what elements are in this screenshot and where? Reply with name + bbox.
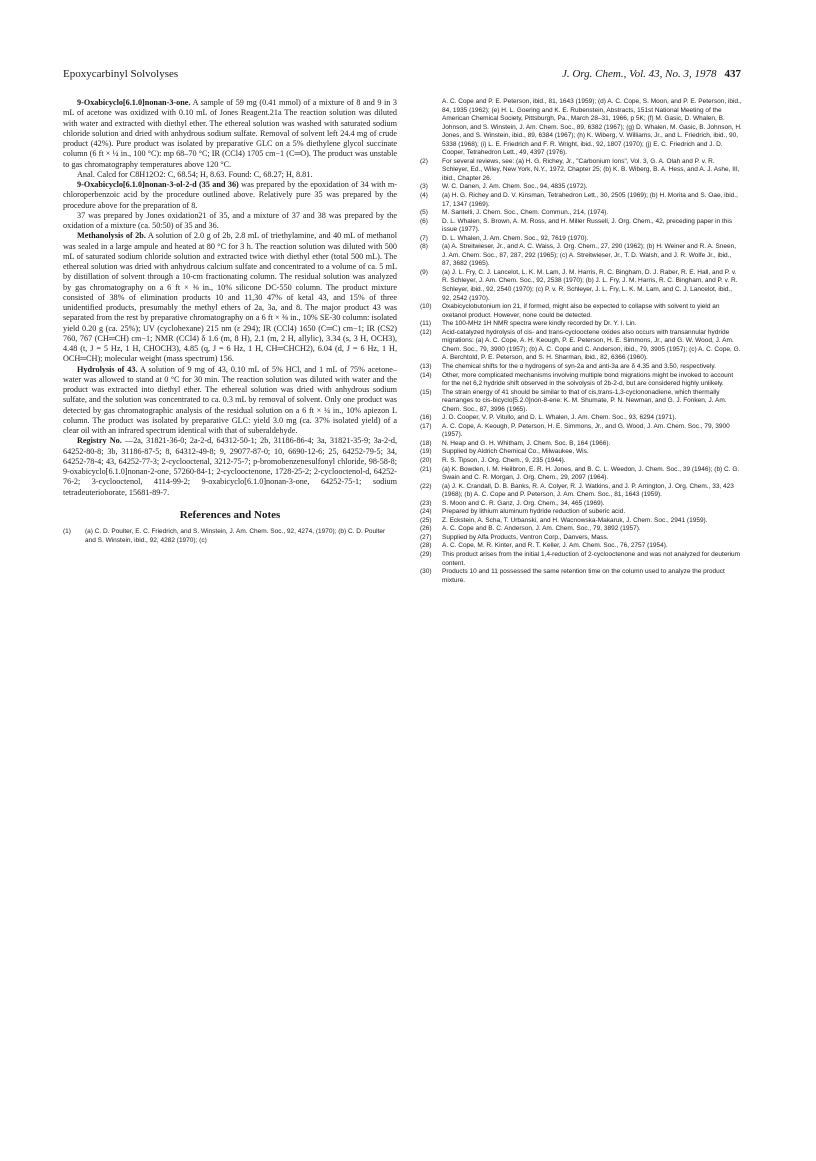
reference-text: D. L. Whalen, J. Am. Chem. Soc., 92, 7619 (1970). <box>442 234 589 242</box>
experimental-paragraph <box>63 211 397 232</box>
reference-number: (23) <box>420 499 432 507</box>
reference-number: (14) <box>420 371 432 379</box>
reference-item <box>420 525 742 534</box>
reference-number: (3) <box>420 183 428 191</box>
reference-text: Prepared by lithium aluminum hydride reduction of suberic acid. <box>442 508 626 516</box>
reference-item <box>420 363 742 372</box>
reference-text: The strain energy of 41 should be similar to that of cis,trans-1,3-cyclononadiene, which thermally rearranges to cis-bicyclo[5.2.0]non-8-ene: K. M. Shumate, P. N. Newman, and G. J. Fonken, J. Am. Chem. Soc., 87, 3996 (1965). <box>442 388 727 413</box>
reference-item <box>420 158 742 184</box>
reference-text: S. Moon and C. R. Ganz, J. Org. Chem., 34, 465 (1969). <box>442 499 605 507</box>
references-heading: References and Notes <box>179 508 281 521</box>
journal-name: J. Org. Chem., Vol. 43, No. 3, 1978 <box>561 68 717 80</box>
reference-number: (15) <box>420 388 432 396</box>
paragraph-text: 37 was prepared by Jones oxidation21 of 35, and a mixture of 37 and 38 was prepared by the oxidation of a mixture (ca. 50:50) of 35 and 36. <box>63 210 397 230</box>
reference-item <box>420 235 742 244</box>
reference-item <box>420 483 742 500</box>
running-title: Epoxycarbinyl Solvolyses <box>63 68 179 80</box>
reference-text: Z. Eckstein, A. Scha, T. Urbanski, and H. Wacnowska-Makaruk, J. Chem. Soc., 2941 (1959). <box>442 516 708 524</box>
reference-number: (24) <box>420 508 432 516</box>
reference-text: Products 10 and 11 possessed the same retention time on the column used to analyze the product mixture. <box>442 568 725 584</box>
reference-number: (2) <box>420 157 428 165</box>
reference-item <box>420 372 742 389</box>
reference-item <box>420 303 742 320</box>
experimental-paragraph <box>63 231 397 364</box>
reference-text: (a) H. G. Richey and D. V. Kinsman, Tetrahedron Lett., 30, 2505 (1969); (b) H. Morita and S. Oae, ibid., 17, 1347 (1969). <box>442 192 738 208</box>
reference-item <box>420 414 742 423</box>
reference-number: (26) <box>420 525 432 533</box>
journal-citation <box>562 68 741 80</box>
reference-number: (4) <box>420 192 428 200</box>
reference-number: (25) <box>420 516 432 524</box>
reference-number: (12) <box>420 328 432 336</box>
reference-item <box>420 508 742 517</box>
reference-item <box>420 269 742 303</box>
reference-item <box>420 440 742 449</box>
paragraph-text: was prepared by the epoxidation of 34 with m-chloroperbenzoic acid by the procedure outlined above. Relatively pure 35 was prepared by the procedure above for the preparation of 8. <box>63 180 398 210</box>
reference-number: (27) <box>420 533 432 541</box>
reference-number: (8) <box>420 243 428 251</box>
reference-item <box>420 542 742 551</box>
reference-text: This product arises from the initial 1,4-reduction of 2-cyclooctenone and was not analyzed for deuterium content. <box>442 550 741 567</box>
running-header <box>63 68 741 82</box>
reference-text: (a) A. Streitwieser, Jr., and A. C. Waiss, J. Org. Chem., 27, 290 (1962); (b) H. Weiner and R. A. Sneen, J. Am. Chem. Soc., 87, 287, 292 (1965); (c) A. Streitwieser, Jr., T. D. Walsh, and J. R. Wolfe Jr., ibid., 87, 3682 (1965). <box>442 243 737 268</box>
paragraph-heading: Methanolysis of 2b. <box>77 231 146 241</box>
reference-item <box>420 183 742 192</box>
reference-item <box>420 534 742 543</box>
reference-text: W. C. Danen, J. Am. Chem. Soc., 94, 4835 (1972). <box>442 183 588 191</box>
paragraph-heading: 9-Oxabicyclo[6.1.0]nonan-3-one. <box>77 98 191 107</box>
experimental-paragraph <box>63 436 397 498</box>
reference-text: The chemical shifts for the α hydrogens of syn-2a and anti-3a are δ 4.35 and 3.50, respectively. <box>442 362 716 370</box>
reference-text: (a) C. D. Poulter, E. C. Friedrich, and S. Winstein, J. Am. Chem. Soc., 92, 4274, (1970); (b) C. D. Poulter and S. Winstein, ibid., 92, 4282 (1970); (c) <box>85 528 386 544</box>
reference-text: Oxabicyclobutonium ion 21, if formed, might also be expected to collapse with solvent to yield an oxetanol product. However, none could be detected. <box>442 303 720 319</box>
reference-number: (19) <box>420 448 432 456</box>
reference-text: D. L. Whalen, S. Brown, A. M. Ross, and H. Miller Russell, J. Org. Chem., 42, preceding paper in this issue (1977). <box>442 217 733 234</box>
reference-text: (a) K. Bowden, I. M. Heilbron, E. R. H. Jones, and B. C. L. Weedon, J. Chem. Soc., 39 (1946); (b) C. G. Swain and C. R. Morgan, J. Org. Chem., 29, 2097 (1964). <box>442 465 740 482</box>
reference-item <box>420 320 742 329</box>
paragraph-text: Anal. Calcd for C8H12O2: C, 68.54; H, 8.63. Found: C, 68.27; H, 8.81. <box>77 169 313 179</box>
reference-number: (1) <box>63 528 71 535</box>
reference-text: Other, more complicated mechanisms involving multiple bond migrations might be invoked to account for the net 6,2 hydride shift observed in the solvolysis of 2b-2-d, but are considered highly unlikely. <box>442 371 734 388</box>
reference-text: A. C. Cope, A. Keough, P. Peterson, H. E. Simmons, Jr., and G. Wood, J. Am. Chem. Soc., 79, 3900 (1957). <box>442 422 730 439</box>
reference-item <box>420 243 742 269</box>
paragraph-text: A solution of 9 mg of 43, 0.10 mL of 5% HCl, and 1 mL of 75% acetone–water was allowed to stand at 0 °C for 30 min. The reaction solution was diluted with water and the product was extracted into diethyl ether. The ethereal solution was dried with anhydrous sodium sulfate, and the solution was concentrated to ca. 0.3 mL by removal of solvent. Only one product was detected by gas chromatographic analysis of the residual solution on a 6 ft × ¼ in., 10% apiezon L column. The product was isolated by preparative GLC: yield 3.0 mg (ca. 37% isolated yield) of a clear oil with an infrared spectrum identical with that of suberaldehyde. <box>63 364 397 435</box>
reference-item <box>420 389 742 415</box>
experimental-paragraph <box>63 170 397 180</box>
reference-number: (13) <box>420 362 432 370</box>
reference-number: (29) <box>420 550 432 558</box>
reference-item <box>420 517 742 526</box>
reference-item <box>63 528 397 545</box>
reference-number: (21) <box>420 465 432 473</box>
reference-text: R. S. Tipson, J. Org. Chem., 9, 235 (1944). <box>442 456 566 464</box>
reference-text: Acid-catalyzed hydrolysis of cis- and trans-cyclooctene oxides also occurs with transannular hydride migrations: (a) A. C. Cope, A. H. Keough, P. E. Peterson, H. E. Simmons, Jr., and G. W. Wood, J. Am. Chem. Soc., 79, 3900 (1957); (b) A. C. Cope and C. Anderson, ibid., 79, 3905 (1957); (c) A. C. Cope, G. A. Berchtold, P. E. Peterson, and S. H. Sharman, ibid., 82, 6366 (1960). <box>442 328 741 362</box>
reference-item <box>420 457 742 466</box>
reference-item <box>420 209 742 218</box>
reference-item <box>420 466 742 483</box>
paragraph-text: —2a, 31821-36-0; 2a-2-d, 64312-50-1; 2b, 31186-86-4; 3a, 31821-35-9; 3a-2-d, 64252-80-8; 3b, 31186-87-5; 8, 64312-49-8; 9, 29077-87-0; 10, 6690-12-6; 25, 64252-79-5; 34, 64252-78-4; 43, 64252-77-3; 2-cyclooctenal, 3212-75-7; p-bromobenzenesulfonyl chloride, 98-58-8; 9-oxabicyclo[6.1.0]nonan-2-one, 57260-84-1; 2-cyclooctenone, 1728-25-2; 2-cyclooctenol-d, 64252-76-2; 3-cyclooctenol, 4114-99-2; 9-oxabicyclo[6.1.0]nonan-3-one, 64252-75-1; sodium tetradeuterioborate, 15681-89-7. <box>63 436 397 497</box>
paragraph-heading: Registry No. <box>77 436 122 446</box>
reference-number: (22) <box>420 482 432 490</box>
paragraph-text: A sample of 59 mg (0.41 mmol) of a mixture of 8 and 9 in 3 mL of acetone was oxidized with 0.10 mL of Jones Reagent.21a The reaction solution was diluted with water and extracted with diethyl ether. The ethereal solution was washed with saturated sodium chloride solution and dried with anhydrous sodium sulfate. Removal of solvent left 24.4 mg of crude product (42%). Pure product was isolated by preparative GLC on a 5% diethylene glycol succinate column (6 ft × ¼ in., 100 °C): mp 68–70 °C; IR (CCl4) 1705 cm−1 (C═O). The product was unstable to gas chromatography temperatures above 120 °C. <box>63 98 397 169</box>
reference-number: (10) <box>420 303 432 311</box>
reference-text: A. C. Cope, M. R. Kinter, and R. T. Keller, J. Am. Chem. Soc., 76, 2757 (1954). <box>442 542 668 550</box>
experimental-paragraph <box>63 180 397 211</box>
reference-number: (7) <box>420 234 428 242</box>
reference-item <box>420 98 742 158</box>
reference-item <box>420 568 742 585</box>
references-list-left <box>63 528 397 545</box>
reference-item <box>420 192 742 209</box>
reference-text: M. Santelli, J. Chem. Soc., Chem. Commun., 214, (1974). <box>442 209 609 217</box>
reference-text: Supplied by Alfa Products, Ventron Corp., Danvers, Mass. <box>442 533 609 541</box>
reference-item <box>420 218 742 235</box>
reference-item <box>420 329 742 363</box>
reference-text: A. C. Cope and P. E. Peterson, ibid., 81, 1643 (1959); (d) A. C. Cope, S. Moon, and P. E. Peterson, ibid., 84, 1935 (1962); (e) H. L. Goering and K. E. Rubenstein, Abstracts, 151st National Meeting of the American Chemical Society, Pittsburgh, Pa., March 28–31, 1966, p 5K; (f) M. Gasic, D. Whalen, B. Johnson, and S. Winstein, J. Am. Chem. Soc., 89, 6382 (1967); (g) D. Whalen, M. Gasic, B. Johnson, H. Jones, and S. Winstein, ibid., 89, 6384 (1967); (h) K. Wiberg, V. Williams, Jr., and L. Friedrich, ibid., 90, 5338 (1968); (i) L. E. Friedrich and F. R. Wright, ibid., 92, 1807 (1970); (j) E. C. Friedrich and J. D. Cooper, Tetrahedron Lett., 49, 4397 (1976). <box>442 98 742 157</box>
reference-text: (a) J. L. Fry, C. J. Lancelot, L. K. M. Lam, J. M. Harris, R. C. Bingham, D. J. Raber, R. E. Hall, and P. v. R. Schleyer, J. Am. Chem. Soc., 92, 2538 (1970); (b) J. L. Fry, J. M. Harris, R. C. Bingham, and P. v. R. Schleyer, ibid., 92, 2540 (1970); (c) P. v. R. Schleyer, J. L. Fry, L. K. M. Lam, and C. J. Lancelot, ibid., 92, 2542 (1970). <box>442 268 738 302</box>
references-list-right <box>420 98 742 585</box>
paragraph-text: A solution of 2.0 g of 2b, 2.8 mL of triethylamine, and 40 mL of methanol was sealed in a large ampule and heated at 80 °C for 3 h. The reaction solution was diluted with 500 mL of saturated sodium chloride solution and extracted twice with diethyl ether (total 500 mL). The ethereal solution was dried with anhydrous calcium sulfate and concentrated to a volume of ca. 5 mL by distillation of solvent through a 10-cm fractionating column. The residual solution was analyzed by gas chromatography on a 6 ft × ⅜ in., 10% silicone DC-550 column. The product mixture consisted of 38% of elimination products 10 and 11,30 47% of ketal 43, and 15% of three unidentified products, presumably the methyl ethers of 2a, 3a, and 8. The major product 43 was separated from the rest by preparative chromatography on a 6 ft × ⅜ in., 10% SE-30 column: isolated yield 0.20 g (ca. 25%); UV (cyclohexane) 215 nm (ε 294); IR (CCl4) 1650 (C═C) cm−1; IR (CS2) 760, 767 (CH═CH) cm−1; NMR (CCl4) δ 1.6 (m, 8 H), 2.1 (m, 2 H, allylic), 3.34 (s, 3 H, OCH3), 4.48 (t, J = 5 Hz, 1 H, CHOCH3), 4.85 (q, J = 6 Hz, 1 H, CH═CHCH2), 6.04 (d, J = 6 Hz, 1 H, OCH═CH); molecular weight (mass spectrum) 156. <box>63 231 397 364</box>
reference-text: For several reviews, see: (a) H. G. Richey, Jr., "Carbonium Ions", Vol. 3, G. A. Olah and P. v. R. Schleyer, Ed., Wiley, New York, N.Y., 1972, Chapter 25; (b) K. B. Wiberg, B. A. Hess, and A. J. Ashe, III, ibid., Chapter 26. <box>442 157 740 182</box>
reference-item <box>420 500 742 509</box>
reference-number: (11) <box>420 320 432 328</box>
left-column <box>63 98 397 545</box>
reference-number: (18) <box>420 439 432 447</box>
reference-text: J. D. Cooper, V. P. Vitullo, and D. L. Whalen, J. Am. Chem. Soc., 93, 6294 (1971). <box>442 414 677 422</box>
reference-text: Supplied by Aldrich Chemical Co., Milwaukee, Wis. <box>442 448 589 456</box>
reference-number: (17) <box>420 422 432 430</box>
reference-number: (20) <box>420 456 432 464</box>
reference-text: N. Heap and G. H. Whitham, J. Chem. Soc. B, 164 (1966). <box>442 439 611 447</box>
reference-item <box>420 551 742 568</box>
reference-text: The 100-MHz 1H NMR spectra were kindly recorded by Dr. Y. I. Lin. <box>442 320 637 328</box>
experimental-section <box>63 98 397 498</box>
reference-text: (a) J. K. Crandall, D. B. Banks, R. A. Colyer, R. J. Watkins, and J. P. Arrington, J. Org. Chem., 33, 423 (1968); (b) A. C. Cope and P. Peterson, J. Am. Chem. Soc., 81, 1643 (1959). <box>442 482 734 499</box>
reference-number: (28) <box>420 542 432 550</box>
reference-number: (6) <box>420 217 428 225</box>
reference-number: (9) <box>420 268 428 276</box>
experimental-paragraph <box>63 365 397 437</box>
page-number: 437 <box>724 68 741 80</box>
reference-item <box>420 423 742 440</box>
reference-number: (5) <box>420 209 428 217</box>
reference-item <box>420 448 742 457</box>
paragraph-heading: 9-Oxabicyclo[6.1.0]nonan-3-ol-2-d (35 and 36) <box>77 180 239 189</box>
experimental-paragraph <box>63 98 397 170</box>
reference-number: (16) <box>420 414 432 422</box>
paragraph-heading: Hydrolysis of 43. <box>77 364 138 374</box>
reference-text: A. C. Cope and B. C. Anderson, J. Am. Chem. Soc., 79, 3892 (1957). <box>442 525 641 533</box>
reference-number: (30) <box>420 568 432 576</box>
